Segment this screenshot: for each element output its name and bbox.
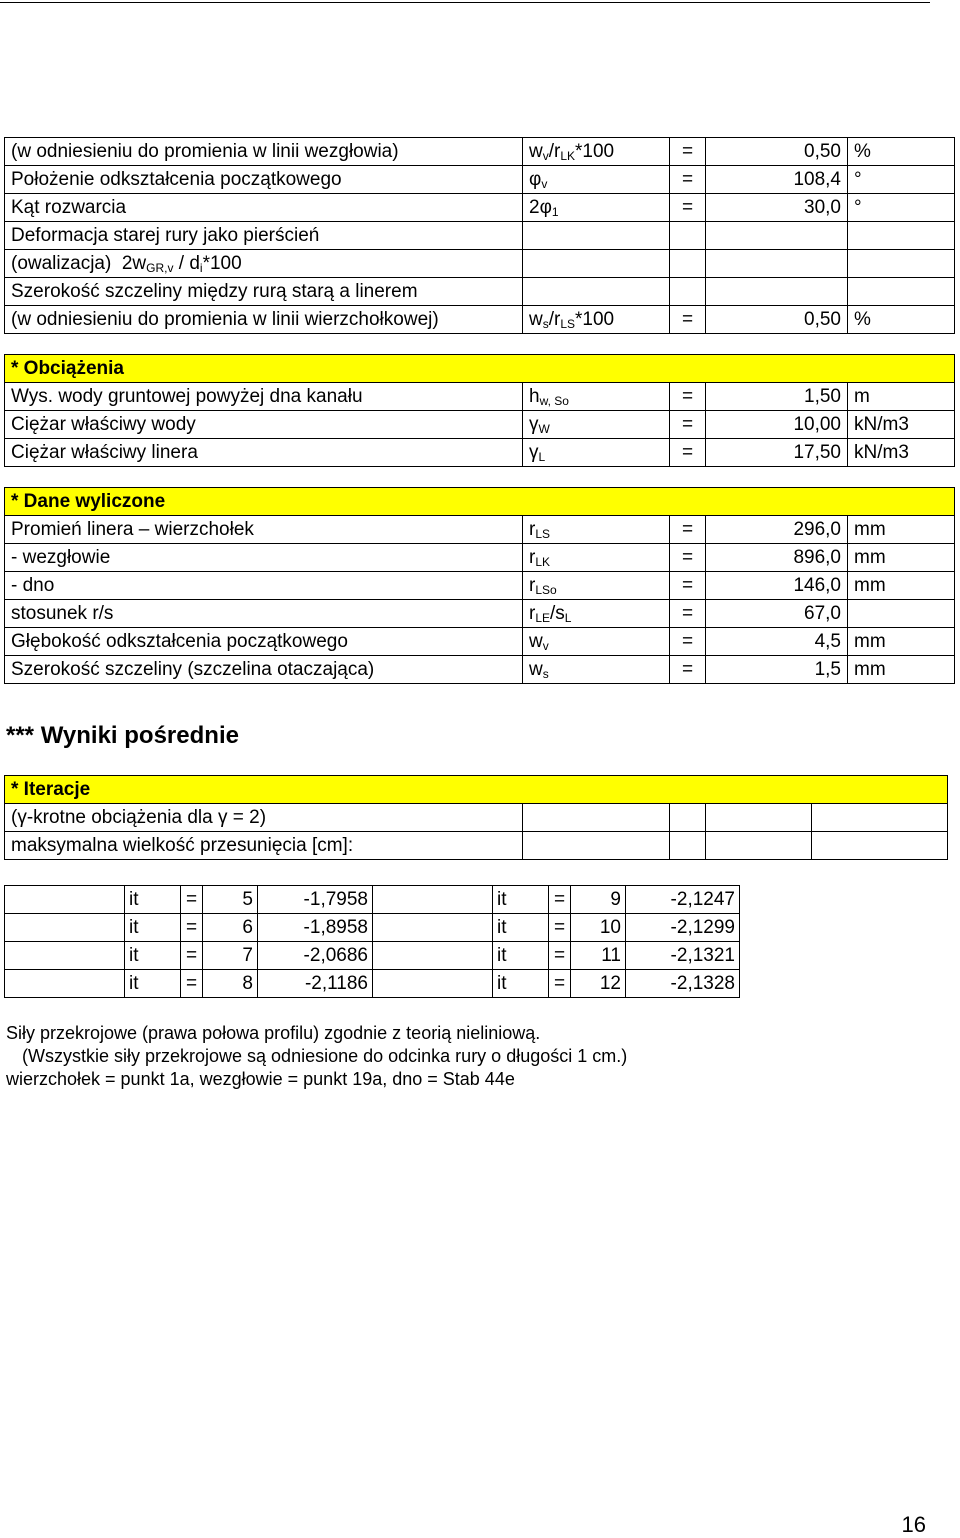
iteration-label: it — [493, 886, 549, 914]
param-value — [706, 278, 848, 306]
param-unit: kN/m3 — [848, 411, 955, 439]
computed-row — [5, 516, 955, 544]
param-value: 0,50 — [706, 306, 848, 334]
param-unit — [848, 250, 955, 278]
param-symbol: $\varphi_v$ — [523, 166, 670, 194]
param-unit: mm — [848, 544, 955, 572]
iterations-title: * Iteracje — [5, 776, 948, 804]
iteration-number: 8 — [203, 970, 258, 998]
iteration-number: 7 — [203, 942, 258, 970]
computed-section-header-title: * Dane wyliczone — [5, 488, 955, 516]
iteration-spacer — [5, 942, 125, 970]
computed-row — [5, 628, 955, 656]
param-label: Ciężar właściwy wody — [5, 411, 523, 439]
iteration-spacer — [373, 970, 493, 998]
iteration-label: it — [493, 970, 549, 998]
param-label: stosunek r/s — [5, 600, 523, 628]
iteration-equals: = — [181, 942, 203, 970]
spacer-row — [5, 334, 955, 355]
param-equals: = — [670, 600, 706, 628]
notes-line-1: Siły przekrojowe (prawa połowa profilu) zgodnie z teorią nieliniową. — [6, 1023, 541, 1043]
param-equals: = — [670, 383, 706, 411]
param-label: - dno — [5, 572, 523, 600]
iteration-label: it — [493, 942, 549, 970]
param-symbol: $\gamma_W$ — [523, 411, 670, 439]
param-symbol: $w_s$ — [523, 656, 670, 684]
parameter-row — [5, 166, 955, 194]
param-unit: ° — [848, 194, 955, 222]
param-label: Deformacja starej rury jako pierścień — [5, 222, 523, 250]
param-symbol: $w_v/r_{LK}*100$ — [523, 138, 670, 166]
param-equals: = — [670, 194, 706, 222]
iteration-spacer — [5, 886, 125, 914]
param-symbol: $r_{LK}$ — [523, 544, 670, 572]
param-symbol — [523, 250, 670, 278]
iteration-value: -1,8958 — [258, 914, 373, 942]
iteration-number: 10 — [571, 914, 626, 942]
iteration-spacer — [5, 970, 125, 998]
param-equals: = — [670, 544, 706, 572]
param-value: 296,0 — [706, 516, 848, 544]
param-label: - wezgłowie — [5, 544, 523, 572]
param-label: Szerokość szczeliny (szczelina otaczająca) — [5, 656, 523, 684]
iterations-header-table — [4, 775, 948, 860]
page-number: 16 — [901, 1512, 926, 1537]
iterations-max-displacement-label: maksymalna wielkość przesunięcia [cm]: — [5, 832, 523, 860]
param-symbol: $w_v$ — [523, 628, 670, 656]
parameters-table — [4, 137, 955, 684]
param-value — [706, 250, 848, 278]
notes-line-2: (Wszystkie siły przekrojowe są odniesione do odcinka rury o długości 1 cm.) — [22, 1046, 628, 1066]
iteration-value: -1,7958 — [258, 886, 373, 914]
param-symbol: $\gamma_L$ — [523, 439, 670, 467]
param-equals: = — [670, 628, 706, 656]
load-row — [5, 439, 955, 467]
param-label: Położenie odkształcenia początkowego — [5, 166, 523, 194]
iteration-equals: = — [181, 970, 203, 998]
iterations-section-header — [5, 776, 948, 804]
iteration-label: it — [125, 942, 181, 970]
param-unit: mm — [848, 516, 955, 544]
param-equals — [670, 250, 706, 278]
iteration-spacer — [373, 942, 493, 970]
param-unit: ° — [848, 166, 955, 194]
loads-section-header-title: * Obciążenia — [5, 355, 955, 383]
param-symbol: $r_{LSo}$ — [523, 572, 670, 600]
param-symbol — [523, 278, 670, 306]
iteration-equals: = — [549, 970, 571, 998]
param-unit — [848, 222, 955, 250]
parameter-row — [5, 194, 955, 222]
iteration-row — [5, 970, 740, 998]
iteration-equals: = — [549, 914, 571, 942]
iteration-value: -2,1247 — [626, 886, 740, 914]
iteration-row — [5, 942, 740, 970]
param-label: Szerokość szczeliny między rurą starą a linerem — [5, 278, 523, 306]
param-unit: % — [848, 306, 955, 334]
iteration-value: -2,1299 — [626, 914, 740, 942]
param-label: Głębokość odkształcenia początkowego — [5, 628, 523, 656]
param-equals — [670, 278, 706, 306]
param-unit: m — [848, 383, 955, 411]
spacer-cell — [5, 334, 955, 355]
iteration-value: -2,1186 — [258, 970, 373, 998]
iteration-label: it — [125, 886, 181, 914]
param-unit: mm — [848, 656, 955, 684]
iteration-spacer — [5, 914, 125, 942]
iteration-row — [5, 886, 740, 914]
parameter-row — [5, 278, 955, 306]
iteration-number: 5 — [203, 886, 258, 914]
spacer-cell — [5, 467, 955, 488]
param-symbol: $r_{LE}/s_L$ — [523, 600, 670, 628]
param-value: 1,50 — [706, 383, 848, 411]
iteration-equals: = — [181, 886, 203, 914]
param-unit: % — [848, 138, 955, 166]
param-value: 17,50 — [706, 439, 848, 467]
computed-row — [5, 544, 955, 572]
param-unit — [848, 278, 955, 306]
param-value: 146,0 — [706, 572, 848, 600]
param-label: Promień linera – wierzchołek — [5, 516, 523, 544]
param-label: Kąt rozwarcia — [5, 194, 523, 222]
param-label: (owalizacja) $2w_{GR,v} / d_i*100$ — [5, 250, 523, 278]
param-symbol: $h_{w, So}$ — [523, 383, 670, 411]
param-equals: = — [670, 306, 706, 334]
iterations-load-factor: (γ-krotne obciążenia dla γ = 2) — [5, 804, 523, 832]
iteration-row — [5, 914, 740, 942]
param-equals: = — [670, 516, 706, 544]
iterations-row — [5, 804, 948, 832]
load-row — [5, 383, 955, 411]
param-label: (w odniesieniu do promienia w linii wierzchołkowej) — [5, 306, 523, 334]
param-equals: = — [670, 656, 706, 684]
parameter-row — [5, 138, 955, 166]
parameter-row — [5, 250, 955, 278]
param-unit: kN/m3 — [848, 439, 955, 467]
iteration-number: 6 — [203, 914, 258, 942]
iteration-value: -2,1321 — [626, 942, 740, 970]
param-equals: = — [670, 572, 706, 600]
param-symbol: $r_{LS}$ — [523, 516, 670, 544]
param-unit — [848, 600, 955, 628]
param-equals: = — [670, 166, 706, 194]
iteration-spacer — [373, 886, 493, 914]
iteration-value: -2,0686 — [258, 942, 373, 970]
iteration-number: 12 — [571, 970, 626, 998]
iteration-equals: = — [181, 914, 203, 942]
param-symbol — [523, 222, 670, 250]
param-value: 1,5 — [706, 656, 848, 684]
iteration-equals: = — [549, 886, 571, 914]
iteration-equals: = — [549, 942, 571, 970]
computed-row — [5, 600, 955, 628]
param-value: 4,5 — [706, 628, 848, 656]
param-equals — [670, 222, 706, 250]
top-rule — [0, 2, 930, 3]
param-unit: mm — [848, 572, 955, 600]
param-equals: = — [670, 411, 706, 439]
iteration-number: 11 — [571, 942, 626, 970]
iteration-label: it — [125, 970, 181, 998]
computed-section-header — [5, 488, 955, 516]
spacer-row — [5, 467, 955, 488]
param-equals: = — [670, 138, 706, 166]
param-value: 10,00 — [706, 411, 848, 439]
computed-row — [5, 656, 955, 684]
param-value: 30,0 — [706, 194, 848, 222]
param-label: Ciężar właściwy linera — [5, 439, 523, 467]
param-value: 67,0 — [706, 600, 848, 628]
iteration-label: it — [493, 914, 549, 942]
param-symbol: $2\varphi_1$ — [523, 194, 670, 222]
iterations-values-table — [4, 885, 740, 998]
param-symbol: $w_s/r_{LS}*100$ — [523, 306, 670, 334]
param-equals: = — [670, 439, 706, 467]
loads-section-header — [5, 355, 955, 383]
param-value — [706, 222, 848, 250]
param-label: Wys. wody gruntowej powyżej dna kanału — [5, 383, 523, 411]
iteration-label: it — [125, 914, 181, 942]
parameter-row — [5, 306, 955, 334]
iteration-number: 9 — [571, 886, 626, 914]
computed-row — [5, 572, 955, 600]
iteration-spacer — [373, 914, 493, 942]
results-heading: *** Wyniki pośrednie — [6, 722, 239, 749]
param-value: 896,0 — [706, 544, 848, 572]
iterations-row — [5, 832, 948, 860]
load-row — [5, 411, 955, 439]
parameter-row — [5, 222, 955, 250]
notes-line-3: wierzchołek = punkt 1a, wezgłowie = punkt 19a, dno = Stab 44e — [6, 1069, 515, 1089]
param-value: 0,50 — [706, 138, 848, 166]
param-label: (w odniesieniu do promienia w linii wezgłowia) — [5, 138, 523, 166]
iteration-value: -2,1328 — [626, 970, 740, 998]
param-value: 108,4 — [706, 166, 848, 194]
param-unit: mm — [848, 628, 955, 656]
